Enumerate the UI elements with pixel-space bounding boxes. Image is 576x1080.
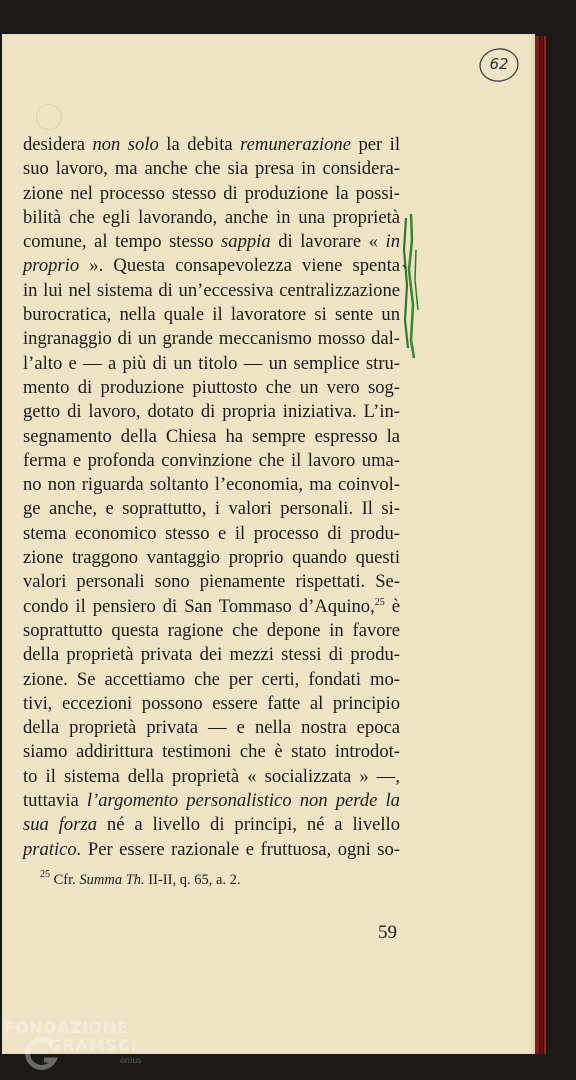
text-run: condo il pensiero di San Tommaso d’Aquino, bbox=[23, 595, 375, 617]
italic-text: sappia bbox=[221, 231, 271, 253]
text-line bbox=[23, 619, 400, 643]
text-run: in lui nel sistema di un’eccessiva centralizzazione bbox=[23, 279, 400, 301]
text-line bbox=[23, 352, 400, 376]
text-run: soprattutto questa ragione che depone in favore bbox=[23, 619, 400, 641]
text-run: zione traggono vantaggio proprio quando questi bbox=[23, 547, 400, 569]
text-line bbox=[23, 570, 400, 594]
text-run: è bbox=[384, 595, 400, 617]
italic-text: l’argomento personalistico non perde la bbox=[86, 790, 400, 812]
text-run: della proprietà privata — e nella nostra epoca bbox=[23, 717, 400, 739]
page-number: 59 bbox=[378, 922, 397, 943]
text-run: no non riguarda soltanto l’economia, ma coinvol- bbox=[23, 474, 400, 496]
text-run: desidera bbox=[23, 134, 93, 155]
footnote bbox=[40, 869, 241, 889]
faint-stamp-icon bbox=[36, 104, 62, 130]
italic-text: non solo bbox=[92, 134, 159, 155]
text-line bbox=[23, 643, 400, 667]
text-line bbox=[23, 692, 400, 716]
text-run: comune, al tempo stesso bbox=[23, 231, 222, 253]
text-run: siamo addirittura testimoni che è stato introdot- bbox=[23, 741, 400, 763]
text-line bbox=[23, 182, 400, 206]
text-line bbox=[23, 449, 400, 473]
text-run: zione. Se accettiamo che per certi, fondati mo- bbox=[23, 668, 400, 690]
text-run: tivi, eccezioni possono essere fatte al principio bbox=[23, 692, 400, 714]
text-line bbox=[23, 376, 400, 400]
text-line bbox=[23, 254, 400, 278]
text-run: mento di produzione piuttosto che un vero sog- bbox=[23, 376, 400, 398]
text-run: per il bbox=[350, 134, 400, 155]
page-edge bbox=[544, 36, 546, 1054]
text-run: Per essere razionale e fruttuosa, ogni so- bbox=[81, 838, 400, 860]
text-line bbox=[23, 668, 400, 692]
text-line bbox=[23, 327, 400, 351]
text-run: ». Questa consapevolezza viene spenta bbox=[79, 255, 400, 277]
text-line bbox=[23, 765, 400, 789]
page-edge bbox=[535, 36, 539, 1054]
footnote-text-before: Cfr. bbox=[50, 872, 80, 888]
text-run: ferma e profonda convinzione che il lavoro uma- bbox=[23, 449, 400, 471]
text-line bbox=[23, 230, 400, 254]
text-run: bilità che egli lavorando, anche in una proprietà bbox=[23, 206, 400, 228]
text-run: la debita bbox=[158, 134, 241, 155]
footnote-title: Summa Th. bbox=[79, 872, 145, 888]
text-line bbox=[23, 473, 400, 497]
text-line bbox=[23, 595, 400, 619]
text-line bbox=[23, 425, 400, 449]
italic-text: in bbox=[385, 231, 400, 253]
footnote-text-after: II-II, q. 65, a. 2. bbox=[144, 872, 241, 888]
watermark-line1: FONDAZIONE bbox=[4, 1018, 129, 1037]
text-run: burocratica, nella quale il lavoratore si sente un bbox=[23, 304, 400, 326]
text-line bbox=[23, 740, 400, 764]
watermark-line2: GRAMSCI bbox=[48, 1036, 138, 1055]
text-line bbox=[23, 279, 400, 303]
text-line bbox=[23, 522, 400, 546]
italic-text: remunerazione bbox=[240, 134, 351, 155]
text-line bbox=[23, 303, 400, 327]
text-run: tuttavia bbox=[23, 790, 87, 812]
text-run: zione nel processo stesso di produzione la possi- bbox=[23, 182, 400, 204]
footnote-reference: 25 bbox=[374, 596, 385, 608]
text-run: segnamento della Chiesa ha sempre espresso la bbox=[23, 425, 400, 447]
text-run: to il sistema della proprietà « socializzata » —, bbox=[23, 765, 400, 787]
italic-text: sua forza bbox=[23, 814, 97, 836]
handwritten-page-annotation bbox=[478, 46, 520, 84]
text-line bbox=[23, 546, 400, 570]
body-text bbox=[23, 133, 400, 862]
annotation-number: 62 bbox=[489, 55, 509, 73]
text-run: l’alto e — a più di un titolo — un semplice stru- bbox=[23, 352, 400, 374]
text-line bbox=[23, 716, 400, 740]
text-line bbox=[23, 133, 400, 157]
text-line bbox=[23, 157, 400, 181]
text-run: ge anche, e soprattutto, i valori personali. Il si- bbox=[23, 498, 400, 520]
watermark-line3: onlus bbox=[120, 1056, 142, 1065]
text-run: né a livello di principi, né a livello bbox=[97, 814, 400, 836]
italic-text: proprio bbox=[23, 255, 80, 277]
margin-highlight-marks-icon bbox=[400, 210, 422, 360]
footnote-marker: 25 bbox=[40, 869, 50, 880]
text-run: di lavorare « bbox=[270, 231, 386, 253]
text-line bbox=[23, 789, 400, 813]
text-line bbox=[23, 813, 400, 837]
text-line bbox=[23, 838, 400, 862]
text-run: suo lavoro, ma anche che sia presa in considera- bbox=[23, 158, 400, 180]
italic-text: pratico. bbox=[23, 838, 82, 860]
text-run: ingranaggio di un grande meccanismo mosso dal- bbox=[23, 328, 400, 350]
text-run: della proprietà privata dei mezzi stessi di produ- bbox=[23, 644, 400, 666]
text-line bbox=[23, 400, 400, 424]
text-line bbox=[23, 206, 400, 230]
page-edge bbox=[540, 36, 543, 1054]
text-line bbox=[23, 497, 400, 521]
text-run: stema economico stesso e il processo di produ- bbox=[23, 522, 400, 544]
text-run: getto di lavoro, dotato di propria iniziativa. L’in- bbox=[23, 401, 400, 423]
text-run: valori personali sono pienamente rispettati. Se- bbox=[23, 571, 400, 593]
